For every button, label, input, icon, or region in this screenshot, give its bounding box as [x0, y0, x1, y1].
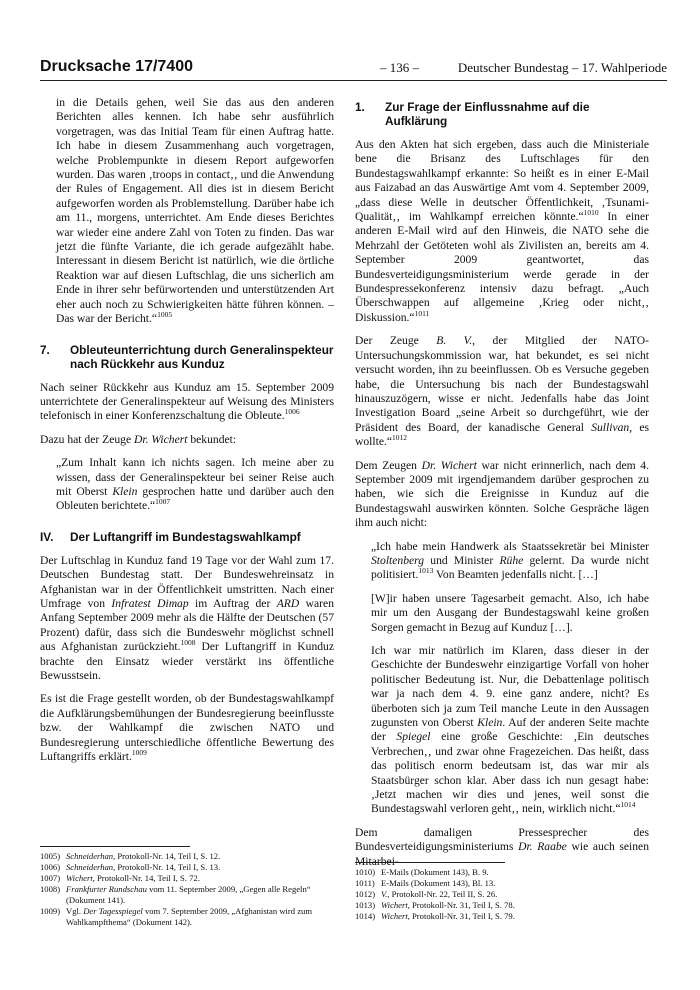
left-column — [40, 96, 334, 773]
footnote: 1013) Wichert, Protokoll-Nr. 31, Teil I, S. 78. — [355, 900, 515, 910]
quote-paragraph: „Ich habe mein Handwerk als Staatssekretär bei Minister Stoltenberg und Minister Rühe gelernt. Da wurde nicht politisiert.$^{1013}$ Von Beamten jedenfalls nicht. […] — [371, 539, 649, 582]
paragraph: Dazu hat der Zeuge Dr. Wichert bekundet: — [40, 432, 237, 446]
page-number: – 136 – — [380, 60, 419, 75]
section-heading-1: 1. Zur Frage der Einflussnahme auf die Aufklärung — [355, 100, 590, 128]
section-heading-iv: IV. Der Luftangriff im Bundestagswahlkampf — [40, 529, 301, 544]
footnote: 1009) Vgl. Der Tagesspiegel vom 7. September 2009, „Afghanistan wird zum Wahlkampfthema“ (Dokument 142). — [40, 906, 313, 927]
footnotes-left — [40, 851, 334, 928]
footnote: 1012) V., Protokoll-Nr. 22, Teil II, S. 26. — [355, 889, 498, 899]
quote-paragraph: Ich war mir natürlich im Klaren, dass dieser in der Geschichte der Bundeswehr einzigartige Vorfall von hoher politischer Bedeutung ist. Nur, die Debattenlage politisch war ja nach dem 4. 9. eine ganz andere, nicht? Es überboten sich ja zum Teil manche Leute in den Aussagen zugunsten von Oberst Klein. Auf der anderen Seite machte der Spiegel eine große Geschichte: ‚Ein deutsches Verbrechen‚‚ und zwar ohne Fragezeichen. Das heißt, dass das politisch enorm bedeutsam ist, das war mir als Staatsbürger schon klar. Aber dass ich nun gesagt habe: ‚Jetzt machen wir dies und jenes, weil sonst die Bundestagswahl verloren geht‚‚ nein, wirklich nicht.“$^{1014}$ — [371, 644, 649, 816]
quote-paragraph: [W]ir haben unsere Tagesarbeit gemacht. Also, ich habe mir um den Ausgang der Bundestagswahl keine großen Sorgen gemacht in Bezug auf Kunduz […]. — [371, 591, 649, 634]
footnote-divider — [40, 846, 190, 847]
footnote-divider — [355, 862, 505, 863]
paragraph: Der Zeuge B. V., der Mitglied der NATO-Untersuchungskommission war, hat bekundet, es sei nicht versucht worden, ihn zu beeinflussen. Ob es Versuche gegeben habe, die Untersuchung bis nach der Bundestagswahl hinauszuzögern, wisse er nicht. Jedenfalls habe das Joint Investigation Board „seine Arbeit so durchgeführt, wie der Präsident des Board, der kanadische General Sullivan, es wollte.“$^{1012}$ — [355, 334, 649, 449]
page-header — [40, 58, 667, 81]
footnote-ref: 1005 — [157, 310, 173, 320]
paragraph: Dem damaligen Pressesprecher des Bundesverteidigungsministeriums Dr. Raabe wie auch seinen Mitarbei- — [355, 825, 649, 868]
footnote: 1011) E-Mails (Dokument 143), Bl. 13. — [355, 878, 496, 888]
document-number: Drucksache 17/7400 — [40, 58, 193, 75]
footnote: 1005) Schneiderhan, Protokoll-Nr. 14, Teil I, S. 12. — [40, 851, 221, 861]
footnote: 1014) Wichert, Protokoll-Nr. 31, Teil I, S. 79. — [355, 911, 515, 921]
paragraph: Aus den Akten hat sich ergeben, dass auch die Ministeriale bene die Brisanz des Luftschlages für den Bundestagswahlkampf erkannte: So heißt es in einer E-Mail aus Faizabad an das Auswärtige Amt vom 4. September 2009, „dass diese Welle in deutscher Öffentlichkeit, ‚Tsunami-Qualität‚‚ im Wahlkampf erreichen könnte.“$^{1010}$ In einer anderen E-Mail wird auf den Hinweis, die NATO sehe die Mehrzahl der Getöteten wohl als Zivilisten an, bereits am 4. September 2009 geantwortet, das Bundesverteidigungsministerium werde gerade in der Bundespressekonferenz intensiv dazu befragt. „Auch Überschwappen auf allgemeine ‚Krieg oder nicht‚‚ Diskussion.“$^{1011}$ — [355, 138, 649, 324]
section-heading-7: 7. Obleuteunterrichtung durch Generalinspekteur nach Rückkehr aus Kunduz — [40, 342, 334, 371]
footnotes-right — [355, 867, 649, 922]
paragraph: Es ist die Frage gestellt worden, ob der Bundestagswahlkampf die Aufklärungsbemühungen der Bundesregierung beeinflusste bzw. der Wahlkampf die zwischen NATO und Bundesregierung unterschiedliche öffentliche Bewertung des Luftangriffs erklärt.$^{1009}$ — [40, 692, 334, 764]
paragraph: Dem Zeugen Dr. Wichert war nicht erinnerlich, nach dem 4. September 2009 mit irgendjemandem darüber gesprochen zu haben, wie sich die Ereignisse in Kunduz auf die Bundestagswahl auswirken könnten. Solche Gespräche lägen ihm auch nicht: — [355, 458, 649, 530]
footnote: 1007) Wichert, Protokoll-Nr. 14, Teil I, S. 72. — [40, 873, 200, 883]
right-column — [355, 100, 649, 878]
footnote: 1006) Schneiderhan, Protokoll-Nr. 14, Teil I, S. 13. — [40, 862, 221, 872]
quote-paragraph: in die Details gehen, weil Sie das aus den anderen Berichten alles kennen. Ich habe sehr ausführlich vorgetragen, was das Initial Team für einen Auftrag hatte. Ich habe in diesem Zusammenhang auch vorgetragen, welche Problempunkte in diesem Report aufgeworfen wurden. Das waren ‚troops in contact‚‚ und die Anwendung der Rules of Engagement. All dies ist in diesem Bericht aufgeworfen worden als Problemstellung. Darüber habe ich am 11., morgens, unterrichtet. Am Ende dieses Berichtes war wieder eine andere Zahl von Toten zu finden. Das war jetzt die fünfte Variante, die ich gerade aufgezählt habe. Interessant in diesem Bericht ist natürlich, wie die örtliche Reaktion war auf diesen Luftschlag, die uns sicherlich am Ende in ihrer sehr befürwortenden und unterstützenden Art eher auch noch zu Schwierigkeiten hätte führen können. – Das war der Bericht.“$^{1005}$ — [56, 96, 334, 326]
footnote: 1010) E-Mails (Dokument 143), B. 9. — [355, 867, 489, 877]
paragraph: Nach seiner Rückkehr aus Kunduz am 15. September 2009 unterrichtete der Generalinspekteur auf Weisung des Ministers telefonisch in einer Konferenzschaltung die Obleute.$^{1006}$ — [40, 380, 334, 423]
quote-paragraph: „Zum Inhalt kann ich nichts sagen. Ich meine aber zu wissen, dass der Generalinspekteur bei seiner Reise auch mit Oberst Klein gesprochen hatte und darüber auch den Obleuten berichtete.“$^{1007}$ — [56, 456, 334, 513]
footnote: 1008) Frankfurter Rundschau vom 11. September 2009, „Gegen alle Regeln“ (Dokument 141). — [40, 884, 311, 905]
paragraph: Der Luftschlag in Kunduz fand 19 Tage vor der Wahl zum 17. Deutschen Bundestag statt. Der Bundeswehreinsatz in Afghanistan war in der Öffentlichkeit umstritten. Nach einer Umfrage von Infratest Dimap im Auftrag der ARD waren Anfang September 2009 mehr als die Hälfte der Deutschen (57 Prozent) dafür, dass sich die Bundeswehr möglichst schnell aus Afghanistan zurückzieht.$^{1008}$ Der Luftangriff in Kunduz brachte den Einsatz wieder verstärkt ins öffentliche Bewusstsein. — [40, 553, 334, 682]
publication-title: Deutscher Bundestag – 17. Wahlperiode — [457, 60, 667, 75]
